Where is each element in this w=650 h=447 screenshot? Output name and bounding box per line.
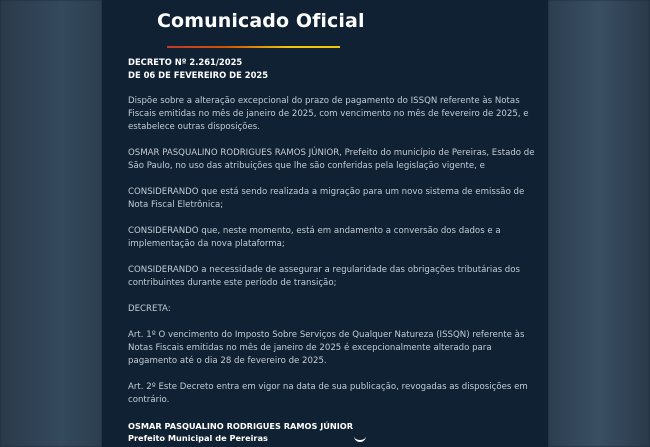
- title-underline: [167, 46, 340, 48]
- announcement-panel[interactable]: [102, 0, 548, 447]
- paragraph-summary: Dispõe sobre a alteração excepcional do prazo de pagamento do ISSQN referente às Notas Fiscais emitidas no mês de janeiro de 2025, com vencimento no mês de fevereiro de 2025, e estabelece outras disposições.: [128, 96, 529, 132]
- blurred-background-right: [548, 0, 650, 447]
- page-title: Comunicado Oficial: [157, 10, 365, 32]
- paragraph-decreta: DECRETA:: [128, 304, 171, 314]
- scroll-down-icon[interactable]: [354, 436, 366, 442]
- decree-body: [128, 95, 548, 420]
- decree-date: DE 06 DE FEVEREIRO DE 2025: [128, 70, 269, 80]
- signature-role: Prefeito Municipal de Pereiras: [128, 433, 268, 443]
- blurred-background-left: [0, 0, 102, 447]
- paragraph-considering-1: CONSIDERANDO que está sendo realizada a migração para um novo sistema de emissão de Nota Fiscal Eletrônica;: [128, 187, 525, 210]
- paragraph-mayor: OSMAR PASQUALINO RODRIGUES RAMOS JÚNIOR, Prefeito do município de Pereiras, Estado de São Paulo, no uso das atribuições que lhe são conferidas pela legislação vigente, e: [128, 148, 535, 171]
- paragraph-article-1: Art. 1º O vencimento do Imposto Sobre Serviços de Qualquer Natureza (ISSQN) referente às Notas Fiscais emitidas no mês de janeiro de 2025 é excepcionalmente alterado para pagamento até o dia 28 de fevereiro de 2025.: [128, 330, 525, 366]
- signature-block: [128, 420, 353, 444]
- decree-heading: [128, 56, 268, 82]
- paragraph-considering-3: CONSIDERANDO a necessidade de assegurar a regularidade das obrigações tributárias dos contribuintes durante este período de transição;: [128, 265, 520, 288]
- paragraph-considering-2: CONSIDERANDO que, neste momento, está em andamento a conversão dos dados e a implementação da nova plataforma;: [128, 226, 501, 249]
- signature-name: OSMAR PASQUALINO RODRIGUES RAMOS JÚNIOR: [128, 421, 354, 431]
- decree-number: DECRETO Nº 2.261/2025: [128, 57, 243, 67]
- paragraph-article-2: Art. 2º Este Decreto entra em vigor na data de sua publicação, revogadas as disposições em contrário.: [128, 382, 528, 405]
